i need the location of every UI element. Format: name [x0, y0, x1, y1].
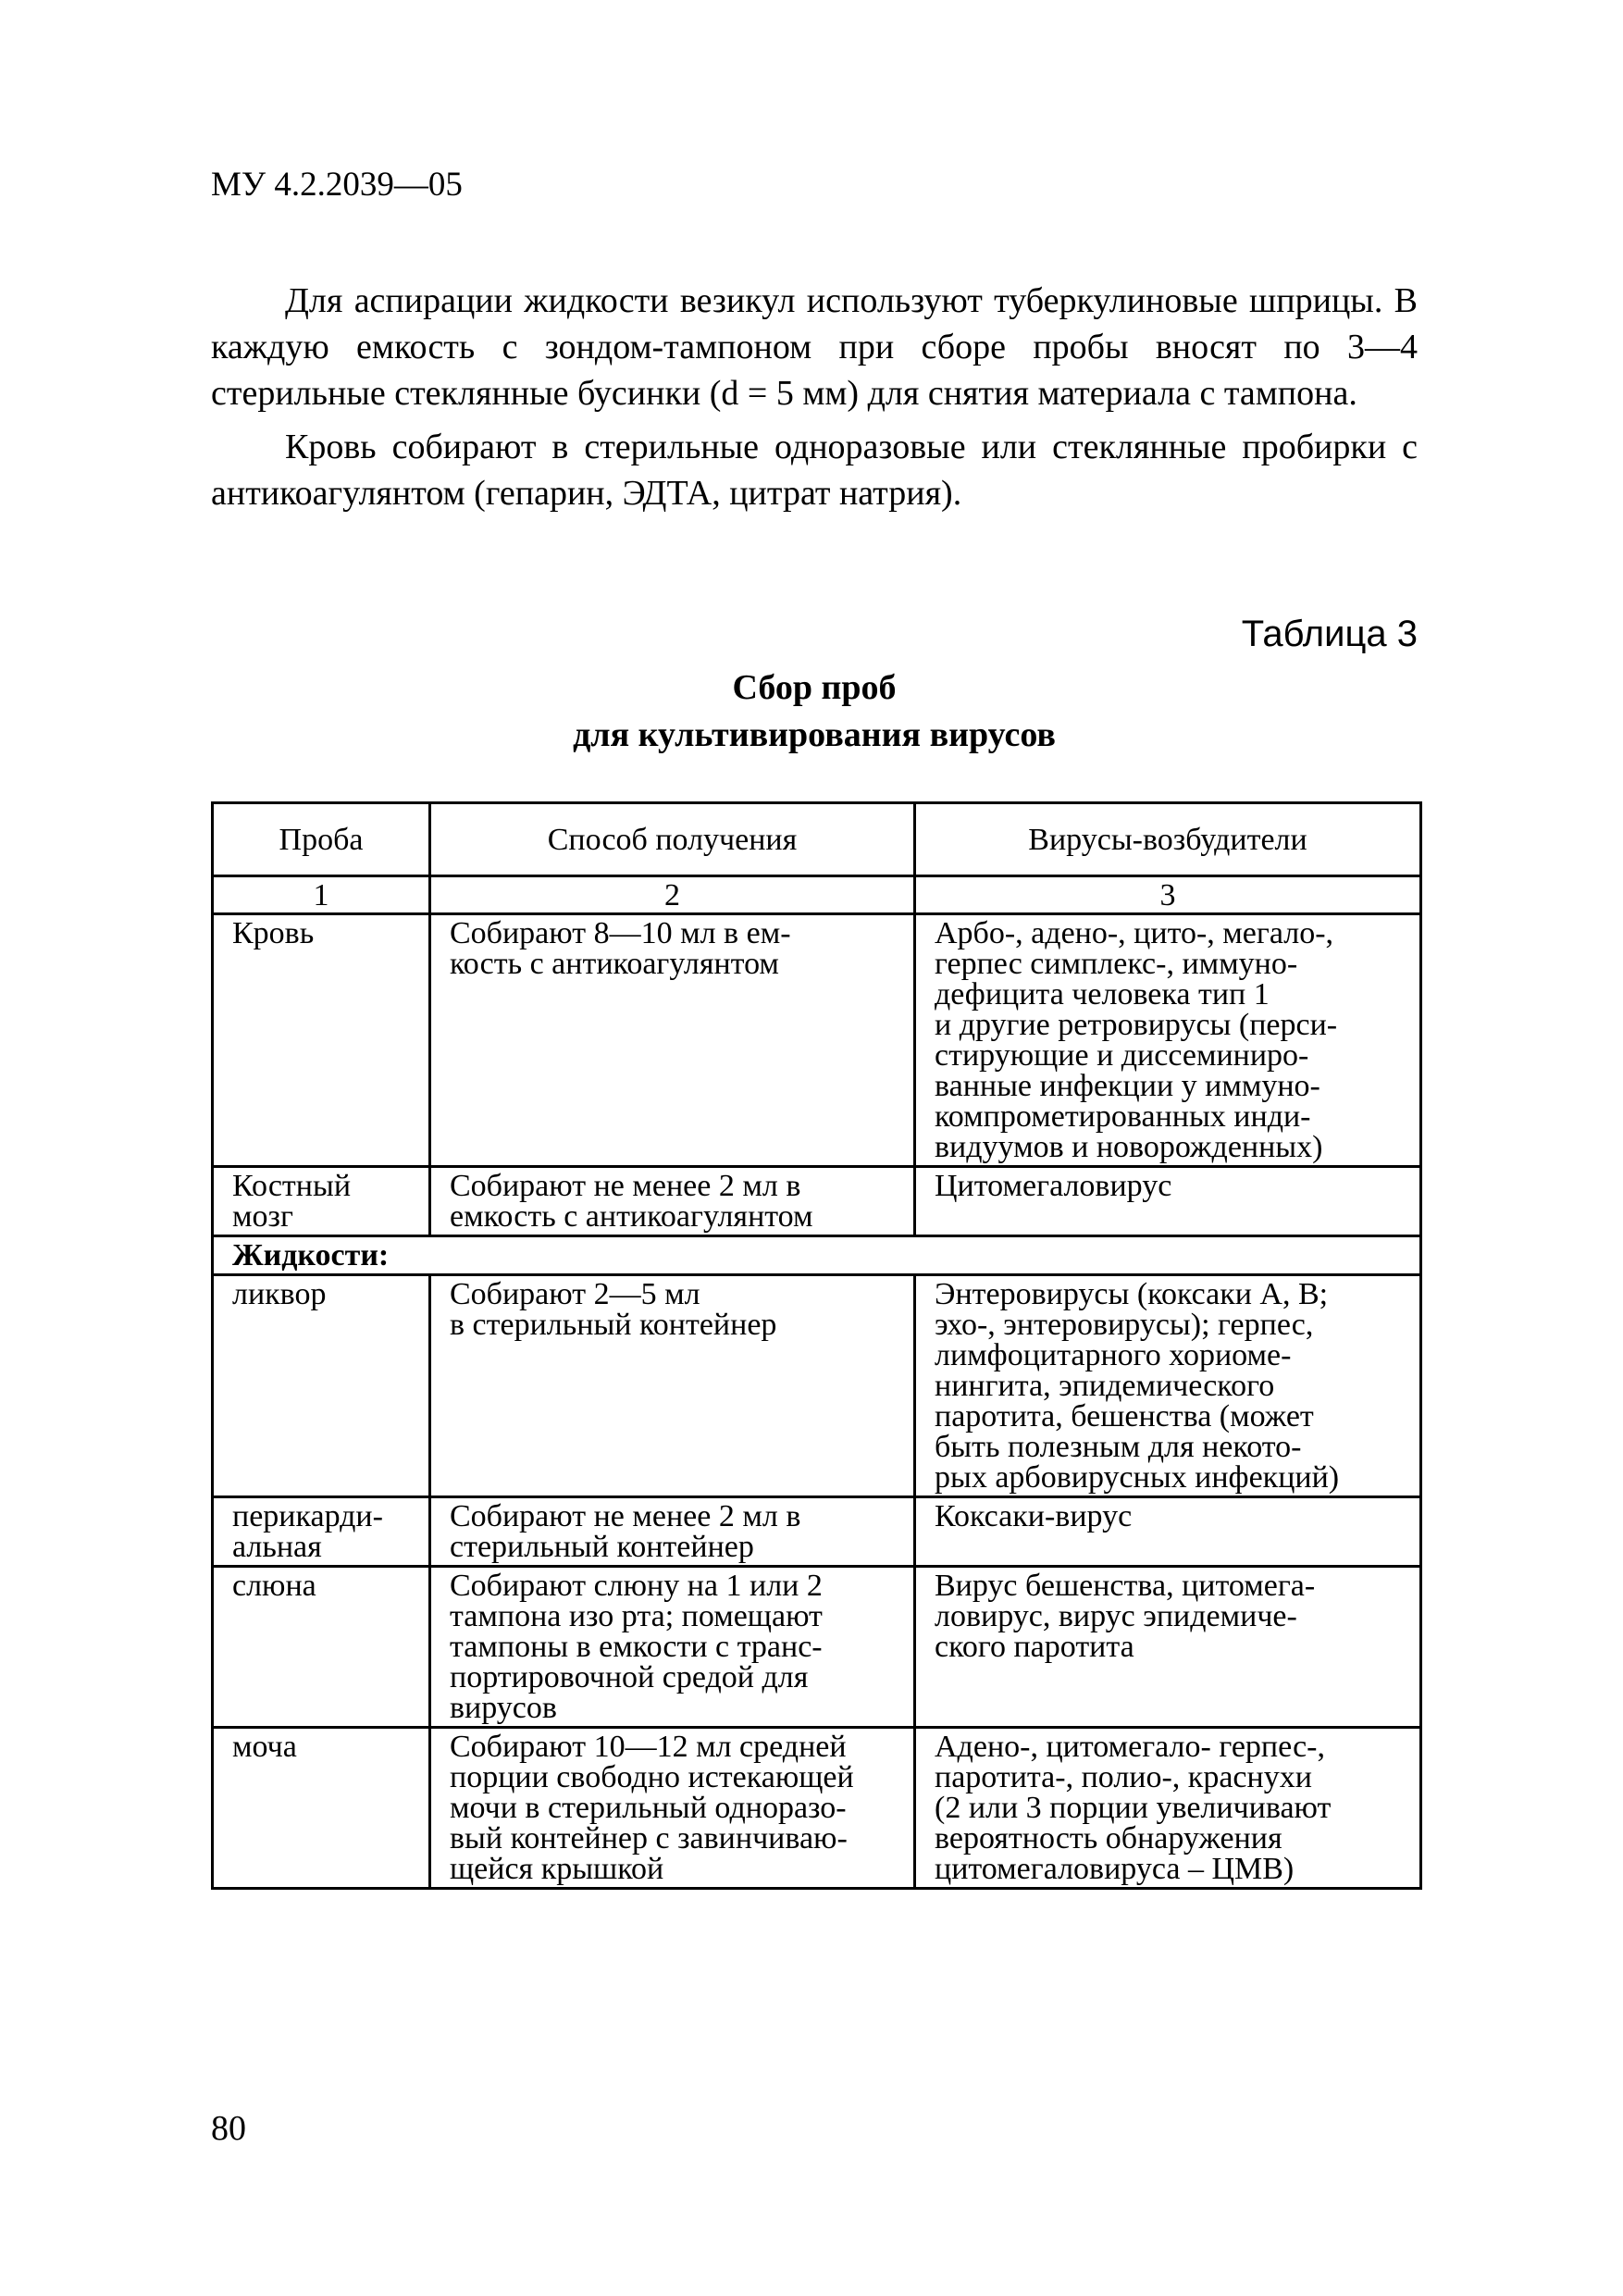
column-header-sample: Проба: [213, 803, 430, 876]
table-number: Таблица 3: [1241, 614, 1418, 654]
column-header-viruses: Вирусы-возбудители: [915, 803, 1421, 876]
paragraph-2: Кровь собирают в стерильные одноразовые или стеклянные пробирки с антикоагулянтом (гепарин, ЭДТА, цитрат натрия).: [211, 428, 1418, 513]
sample-cell: ликвор: [213, 1275, 430, 1497]
table-header-row: [213, 803, 1421, 876]
paragraph-1: Для аспирации жидкости везикул используют туберкулиновые шприцы. В каждую емкость с зондом-тампоном при сборе пробы вносят по 3—4 стерильные стеклянные бусинки (d = 5 мм) для снятия материала с тампона.: [211, 281, 1418, 413]
table-row: [213, 1497, 1421, 1567]
sample-cell: перикарди- альная: [213, 1497, 430, 1567]
method-cell: Собирают 10—12 мл средней порции свободно истекающей мочи в стерильный одноразо- вый контейнер с завинчиваю- щейся крышкой: [430, 1728, 915, 1889]
viruses-cell: Коксаки-вирус: [915, 1497, 1421, 1567]
method-cell: Собирают не менее 2 мл в емкость с антикоагулянтом: [430, 1167, 915, 1236]
sample-cell: Костный мозг: [213, 1167, 430, 1236]
table-row: [213, 1728, 1421, 1889]
sample-cell: моча: [213, 1728, 430, 1889]
sample-cell: слюна: [213, 1567, 430, 1728]
viruses-cell: Адено-, цитомегало- герпес-, паротита-, полио-, краснухи (2 или 3 порции увеличивают вероятность обнаружения цитомегаловируса – ЦМВ): [915, 1728, 1421, 1889]
column-number-2: 2: [430, 876, 915, 914]
column-header-method: Способ получения: [430, 803, 915, 876]
viruses-cell: Вирус бешенства, цитомега- ловирус, вирус эпидемиче- ского паротита: [915, 1567, 1421, 1728]
method-cell: Собирают 2—5 мл в стерильный контейнер: [430, 1275, 915, 1497]
group-label-liquids: Жидкости:: [213, 1236, 1421, 1275]
column-number-3: 3: [915, 876, 1421, 914]
table-title-line-2: для культивирования вирусов: [573, 715, 1056, 754]
viruses-cell: Энтеровирусы (коксаки А, В; эхо-, энтеровирусы); герпес, лимфоцитарного хориоме- нингита, эпидемического паротита, бешенства (может быть полезным для некото- рых арбовирусных инфекций): [915, 1275, 1421, 1497]
table-row: [213, 1167, 1421, 1236]
viruses-cell: Цитомегаловирус: [915, 1167, 1421, 1236]
body-text: [211, 278, 1418, 524]
viruses-cell: Арбо-, адено-, цито-, мегало-, герпес симплекс-, иммуно- дефицита человека тип 1 и другие ретровирусы (перси- стирующие и диссеминиро- ванные инфекции у иммуно- компрометированных инди- видуумов и новорожденных): [915, 914, 1421, 1167]
running-header: МУ 4.2.2039—05: [211, 166, 463, 204]
group-row: [213, 1236, 1421, 1275]
table-row: [213, 914, 1421, 1167]
method-cell: Собирают 8—10 мл в ем- кость с антикоагулянтом: [430, 914, 915, 1167]
method-cell: Собирают не менее 2 мл в стерильный контейнер: [430, 1497, 915, 1567]
page-number: 80: [211, 2109, 246, 2148]
column-number-1: 1: [213, 876, 430, 914]
column-number-row: [213, 876, 1421, 914]
table-row: [213, 1567, 1421, 1728]
table-title: [211, 664, 1418, 759]
method-cell: Собирают слюну на 1 или 2 тампона изо рта; помещают тампоны в емкости с транс- портировочной средой для вирусов: [430, 1567, 915, 1728]
sample-cell: Кровь: [213, 914, 430, 1167]
table-title-line-1: Сбор проб: [732, 668, 897, 707]
virus-sampling-table: [211, 801, 1422, 1890]
table-row: [213, 1275, 1421, 1497]
